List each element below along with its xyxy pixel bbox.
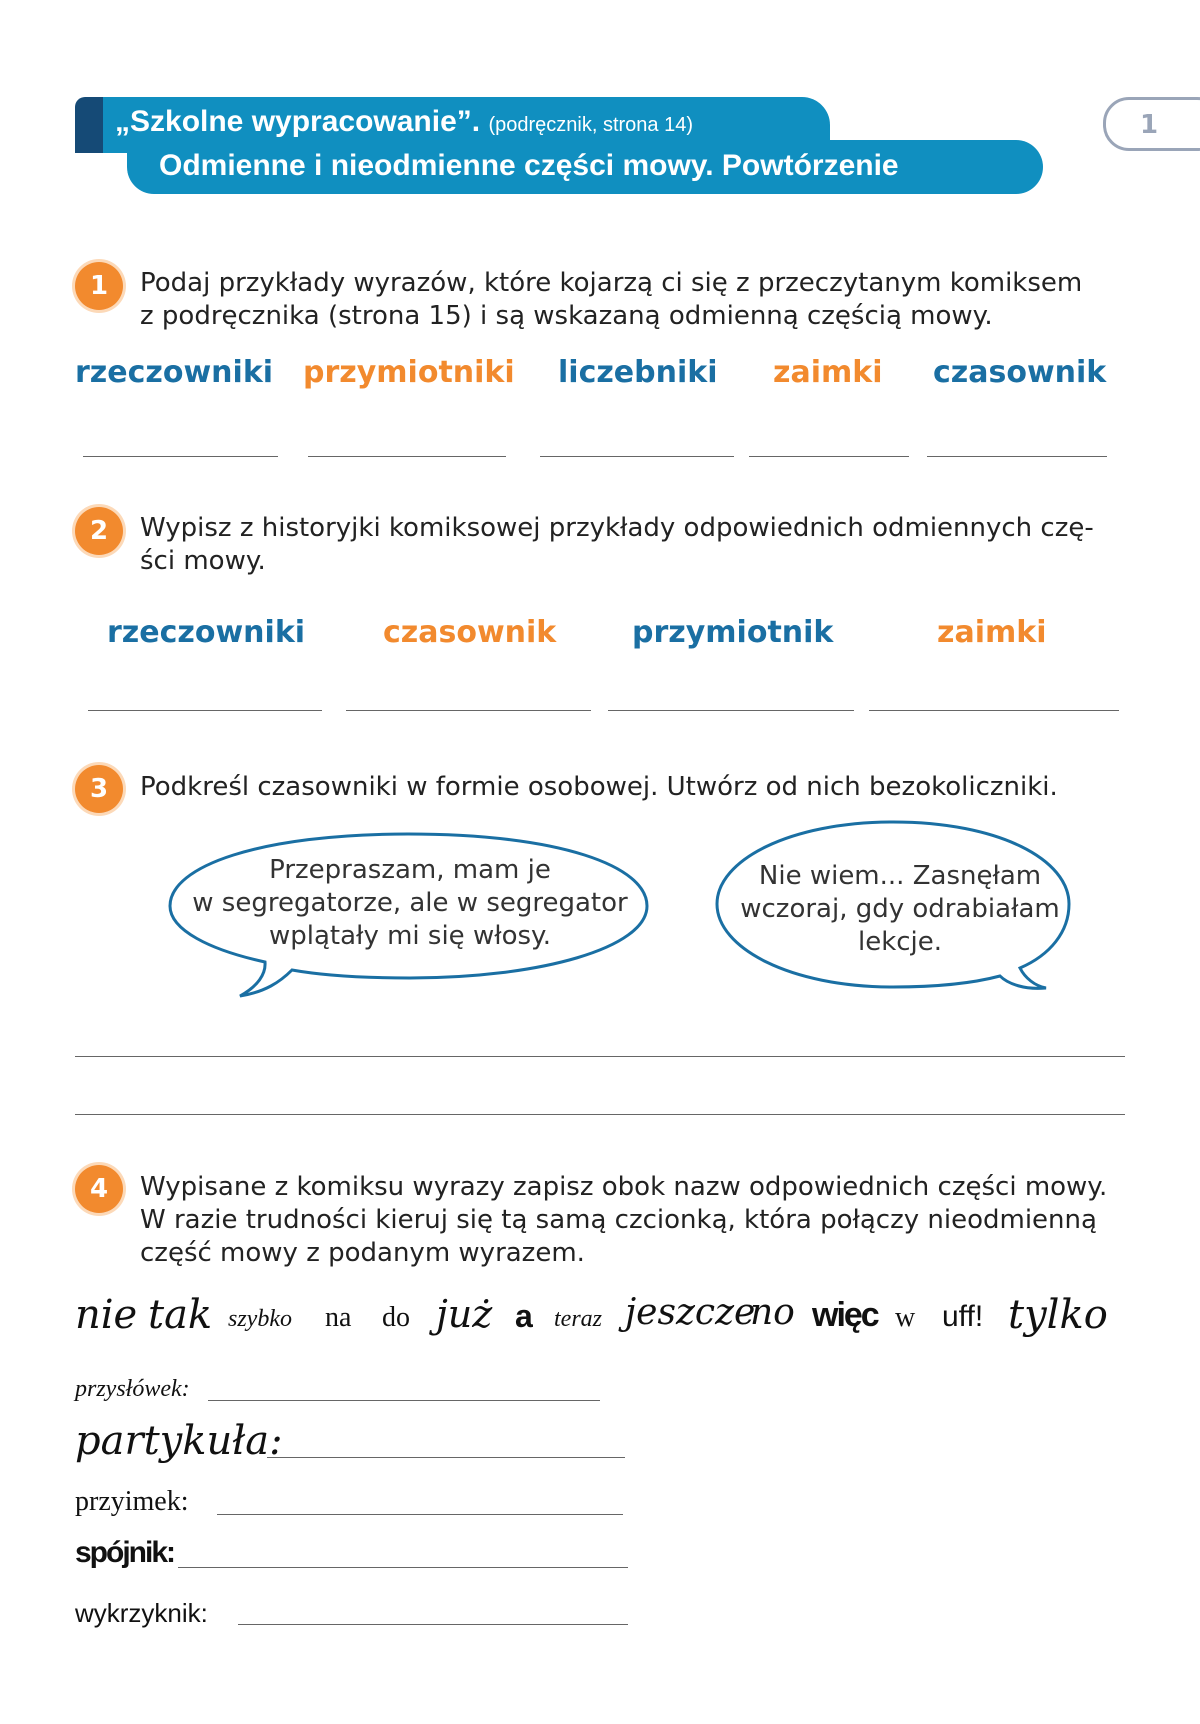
topic-bar bbox=[127, 140, 1043, 194]
answer-line[interactable] bbox=[238, 1624, 628, 1625]
label-liczebniki: liczebniki bbox=[558, 355, 718, 390]
word: no bbox=[750, 1292, 795, 1333]
instruction-line: Podaj przykłady wyrazów, które kojarzą ci się z przeczytanym komiksem bbox=[140, 268, 1083, 298]
answer-line[interactable] bbox=[749, 456, 909, 457]
answer-line[interactable] bbox=[75, 1056, 1125, 1057]
exercise-3-instruction: Podkreśl czasowniki w formie osobowej. Utwórz od nich bezokoliczniki. bbox=[140, 772, 1058, 802]
page-number: 1 bbox=[1140, 110, 1159, 140]
bubble-line: Nie wiem... Zasnęłam bbox=[758, 861, 1042, 891]
answer-line[interactable] bbox=[869, 710, 1119, 711]
speech-bubble-left-text bbox=[180, 854, 640, 953]
label-zaimki: zaimki bbox=[937, 615, 1047, 650]
word: jeszcze bbox=[625, 1292, 756, 1333]
instruction-line: Wypisane z komiksu wyrazy zapisz obok nazw odpowiednich części mowy. bbox=[140, 1172, 1108, 1202]
answer-line[interactable] bbox=[75, 1114, 1125, 1115]
word: w bbox=[895, 1302, 916, 1333]
bubble-line: wczoraj, gdy odrabiałam bbox=[740, 894, 1060, 924]
label-czasownik: czasownik bbox=[933, 355, 1107, 390]
word: a bbox=[515, 1298, 533, 1334]
exercise-number-4: 4 bbox=[75, 1165, 123, 1213]
word: szybko bbox=[228, 1306, 292, 1332]
answer-line[interactable] bbox=[540, 456, 734, 457]
instruction-line: Wypisz z historyjki komiksowej przykłady odpowiednich odmiennych czę- bbox=[140, 513, 1094, 543]
answer-line[interactable] bbox=[208, 1400, 600, 1401]
category-spojnik: spójnik: bbox=[75, 1536, 175, 1569]
instruction-line: z podręcznika (strona 15) i są wskazaną odmienną częścią mowy. bbox=[140, 301, 993, 331]
label-rzeczowniki: rzeczowniki bbox=[75, 355, 274, 390]
word: tylko bbox=[1008, 1292, 1108, 1338]
bubble-line: Przepraszam, mam je bbox=[269, 855, 551, 885]
instruction-line: część mowy z podanym wyrazem. bbox=[140, 1238, 585, 1268]
bubble-line: lekcje. bbox=[857, 927, 943, 957]
answer-line[interactable] bbox=[267, 1457, 625, 1458]
textbook-reference: (podręcznik, strona 14) bbox=[488, 114, 694, 136]
bubble-line: wplątały mi się włosy. bbox=[269, 921, 551, 951]
category-przyimek: przyimek: bbox=[75, 1486, 189, 1517]
category-partykula: partykuła: bbox=[75, 1418, 283, 1464]
label-czasownik: czasownik bbox=[383, 615, 557, 650]
exercise-number-2: 2 bbox=[75, 507, 123, 555]
exercise-2-instruction bbox=[140, 512, 1125, 578]
instruction-line: W razie trudności kieruj się tą samą czcionką, która połączy nieodmienną bbox=[140, 1205, 1097, 1235]
exercise-number-3: 3 bbox=[75, 765, 123, 813]
answer-line[interactable] bbox=[217, 1514, 623, 1515]
answer-line[interactable] bbox=[927, 456, 1107, 457]
answer-line[interactable] bbox=[83, 456, 278, 457]
word: do bbox=[382, 1302, 410, 1333]
speech-bubble-right-text bbox=[720, 860, 1080, 959]
exercise-number-1: 1 bbox=[75, 262, 123, 310]
category-przyslowek: przysłówek: bbox=[75, 1376, 190, 1402]
answer-line[interactable] bbox=[308, 456, 506, 457]
word-bank bbox=[0, 1292, 1200, 1352]
label-przymiotniki: przymiotniki bbox=[303, 355, 515, 390]
bubble-line: w segregatorze, ale w segregator bbox=[192, 888, 628, 918]
page-number-tab bbox=[1103, 97, 1200, 151]
answer-line[interactable] bbox=[88, 710, 322, 711]
label-zaimki: zaimki bbox=[773, 355, 883, 390]
exercise-1-instruction bbox=[140, 267, 1125, 333]
word: teraz bbox=[554, 1306, 602, 1332]
label-rzeczowniki: rzeczowniki bbox=[107, 615, 306, 650]
word: już bbox=[436, 1292, 493, 1336]
worksheet-title: „Szkolne wypracowanie”. bbox=[115, 105, 481, 138]
answer-line[interactable] bbox=[178, 1567, 628, 1568]
word: uff! bbox=[942, 1300, 984, 1333]
word: na bbox=[325, 1302, 352, 1333]
exercise-4-instruction bbox=[140, 1171, 1125, 1270]
topic-title: Odmienne i nieodmienne części mowy. Powtórzenie bbox=[159, 149, 899, 182]
answer-line[interactable] bbox=[608, 710, 854, 711]
label-przymiotnik: przymiotnik bbox=[632, 615, 834, 650]
word: więc bbox=[812, 1296, 878, 1334]
instruction-line: ści mowy. bbox=[140, 546, 266, 576]
category-wykrzyknik: wykrzyknik: bbox=[75, 1598, 208, 1628]
answer-line[interactable] bbox=[346, 710, 591, 711]
word: nie bbox=[75, 1292, 138, 1338]
word: tak bbox=[148, 1292, 213, 1338]
